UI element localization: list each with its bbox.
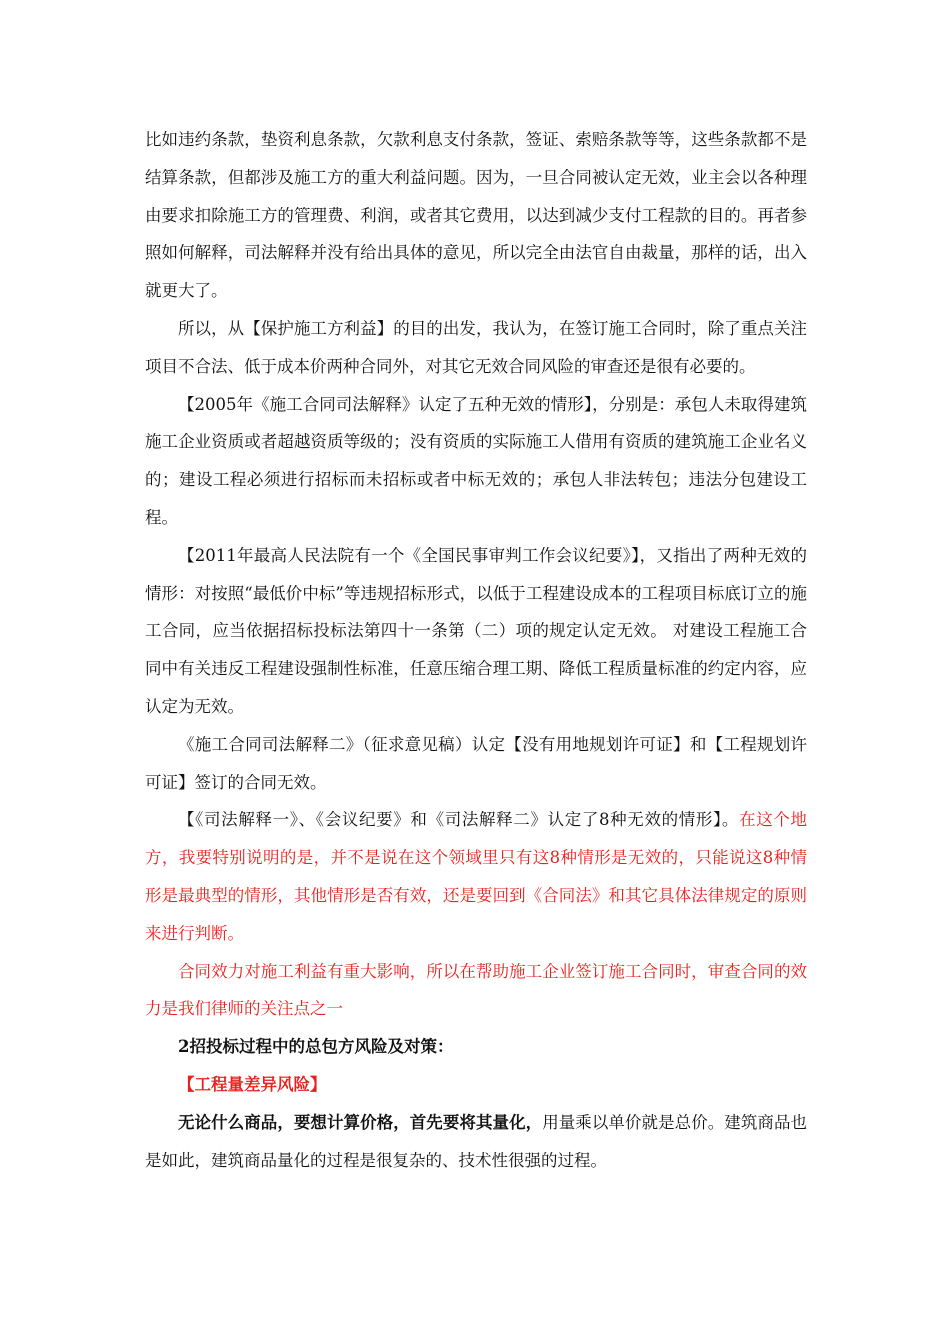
paragraph-protect-interest: 所以，从【保护施工方利益】的目的出发，我认为，在签订施工合同时，除了重点关注项目不合法、低于成本价两种合同外，对其它无效合同风险的审查还是很有必要的。 (145, 318, 807, 376)
eight-situations-note: 在这个地方，我要特别说明的是，并不是说在这个领域里只有这8种情形是无效的，只能说这8种情形是最典型的情形，其他情形是否有效，还是要回到《合同法》和其它具体法律规定的原则来进行判断。 (145, 810, 808, 943)
paragraph-contract-validity: 合同效力对施工利益有重大影响，所以在帮助施工企业签订施工合同时，审查合同的效力是我们律师的关注点之一 (145, 961, 807, 1019)
subheading-quantity-risk: 【工程量差异风险】 (178, 1074, 327, 1094)
paragraph-eight-situations (145, 801, 807, 952)
eight-situations-statement: 【《司法解释一》、《会议纪要》和《司法解释二》认定了8种无效的情形】。 (178, 810, 740, 830)
paragraph-2005-interpretation: 【2005年《施工合同司法解释》认定了五种无效的情形】，分别是：承包人未取得建筑施工企业资质或者超越资质等级的；没有资质的实际施工人借用有资质的建筑施工企业名义的；建设工程必须进行招标而未招标或者中标无效的；承包人非法转包；违法分包建设工程。 (145, 394, 807, 527)
quantification-body: 用量乘以单价就是总价。建筑商品也是如此，建筑商品量化的过程是很复杂的、技术性很强的过程。 (145, 1112, 808, 1170)
section-heading-bidding-risk: 2招投标过程中的总包方风险及对策： (178, 1037, 454, 1057)
paragraph-quantification (145, 1104, 807, 1180)
document-page (145, 121, 807, 1179)
paragraph-terms-risk: 比如违约条款，垫资利息条款，欠款利息支付条款，签证、索赔条款等等，这些条款都不是结算条款，但都涉及施工方的重大利益问题。因为，一旦合同被认定无效，业主会以各种理由要求扣除施工方的管理费、利润，或者其它费用，以达到减少支付工程款的目的。再者参照如何解释，司法解释并没有给出具体的意见，所以完全由法官自由裁量，那样的话，出入就更大了。 (145, 130, 807, 301)
paragraph-2011-minutes: 【2011年最高人民法院有一个《全国民事审判工作会议纪要》】，又指出了两种无效的情形：对按照“最低价中标”等违规招标形式，以低于工程建设成本的工程项目标底订立的施工合同，应当依据招标投标法第四十一条第（二）项的规定认定无效。 对建设工程施工合同中有关违反工程建设强制性标准，任意压缩合理工期、降低工程质量标准的约定内容，应认定为无效。 (145, 545, 807, 716)
paragraph-interpretation-two: 《施工合同司法解释二》（征求意见稿）认定【没有用地规划许可证】和【工程规划许可证】签订的合同无效。 (145, 734, 807, 792)
quantification-bold-lead: 无论什么商品，要想计算价格，首先要将其量化， (178, 1112, 543, 1132)
